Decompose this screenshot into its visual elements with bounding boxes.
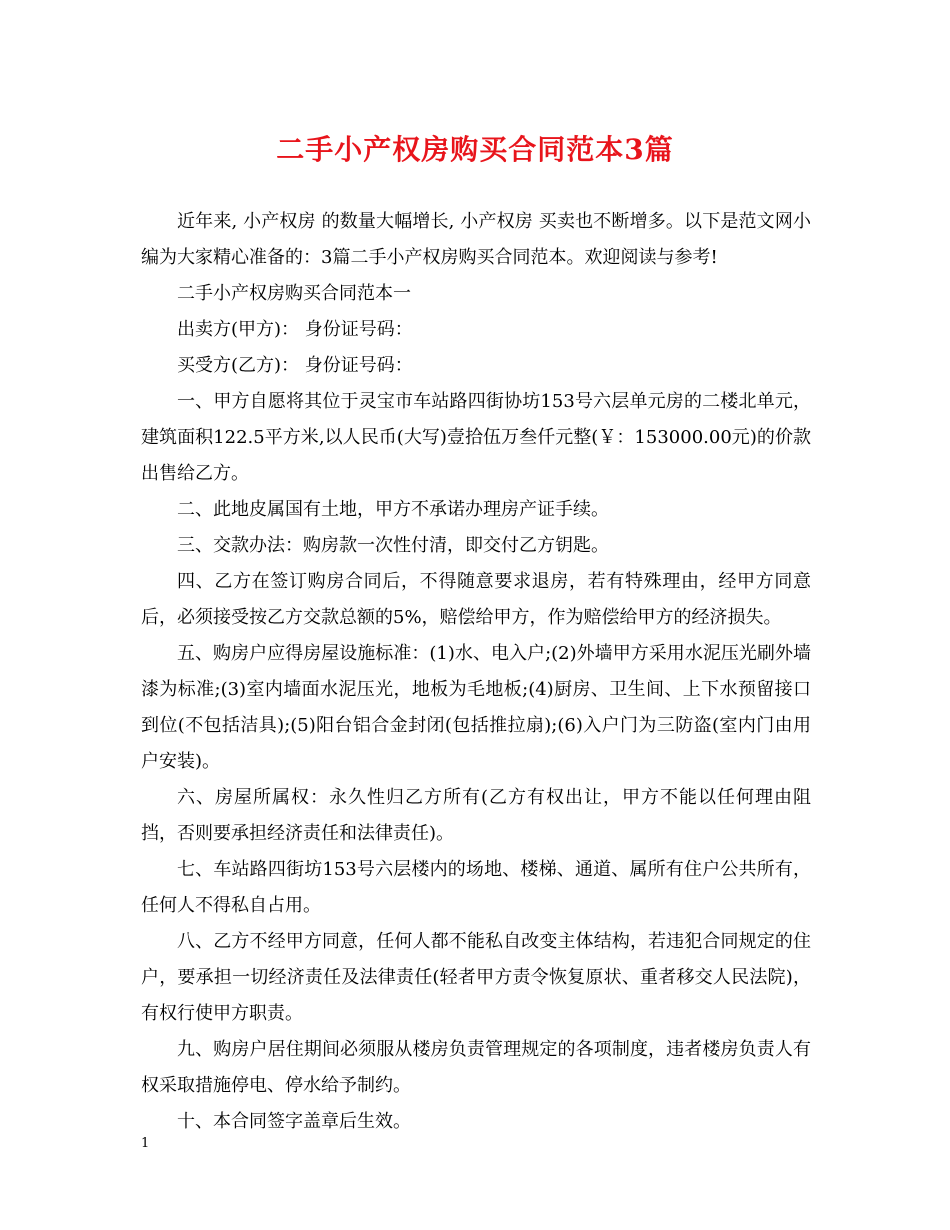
paragraph-clause-6: 六、房屋所属权：永久性归乙方所有(乙方有权出让，甲方不能以任何理由阻挡，否则要承担经济责任和法律责任)。 bbox=[141, 787, 811, 844]
page-number: 1 bbox=[141, 1136, 150, 1151]
paragraph-section-heading: 二手小产权房购买合同范本一 bbox=[177, 283, 411, 304]
paragraph-intro: 近年来, 小产权房 的数量大幅增长, 小产权房 买卖也不断增多。以下是范文网小编为大家精心准备的：3篇二手小产权房购买合同范本。欢迎阅读与参考! bbox=[141, 211, 811, 268]
paragraph-clause-1: 一、甲方自愿将其位于灵宝市车站路四街协坊153号六层单元房的二楼北单元，建筑面积122.5平方米,以人民币(大写)壹拾伍万叁仟元整(￥：153000.00元)的价款出售给乙方。 bbox=[141, 391, 811, 484]
paragraph-clause-7: 七、车站路四街坊153号六层楼内的场地、楼梯、通道、属所有住户公共所有，任何人不得私自占用。 bbox=[141, 859, 811, 916]
document-body bbox=[141, 204, 811, 1140]
paragraph-clause-10: 十、本合同签字盖章后生效。 bbox=[177, 1111, 411, 1132]
paragraph-seller: 出卖方(甲方)： 身份证号码： bbox=[177, 319, 413, 340]
paragraph-buyer: 买受方(乙方)： 身份证号码： bbox=[177, 355, 413, 376]
paragraph-clause-5: 五、购房户应得房屋设施标准：(1)水、电入户;(2)外墙甲方采用水泥压光刷外墙漆为标准;(3)室内墙面水泥压光，地板为毛地板;(4)厨房、卫生间、上下水预留接口到位(不包括洁具);(5)阳台铝合金封闭(包括推拉扇);(6)入户门为三防盗(室内门由用户安装)。 bbox=[141, 643, 811, 772]
paragraph-clause-9: 九、购房户居住期间必须服从楼房负责管理规定的各项制度，违者楼房负责人有权采取措施停电、停水给予制约。 bbox=[141, 1039, 811, 1096]
paragraph-clause-4: 四、乙方在签订购房合同后，不得随意要求退房，若有特殊理由，经甲方同意后，必须接受按乙方交款总额的5%，赔偿给甲方，作为赔偿给甲方的经济损失。 bbox=[141, 571, 811, 628]
document-title: 二手小产权房购买合同范本3篇 bbox=[276, 133, 674, 166]
paragraph-clause-2: 二、此地皮属国有土地，甲方不承诺办理房产证手续。 bbox=[177, 499, 609, 520]
paragraph-clause-3: 三、交款办法：购房款一次性付清，即交付乙方钥匙。 bbox=[177, 535, 609, 556]
paragraph-clause-8: 八、乙方不经甲方同意，任何人都不能私自改变主体结构，若违犯合同规定的住户，要承担一切经济责任及法律责任(轻者甲方责令恢复原状、重者移交人民法院)，有权行使甲方职责。 bbox=[141, 931, 811, 1024]
